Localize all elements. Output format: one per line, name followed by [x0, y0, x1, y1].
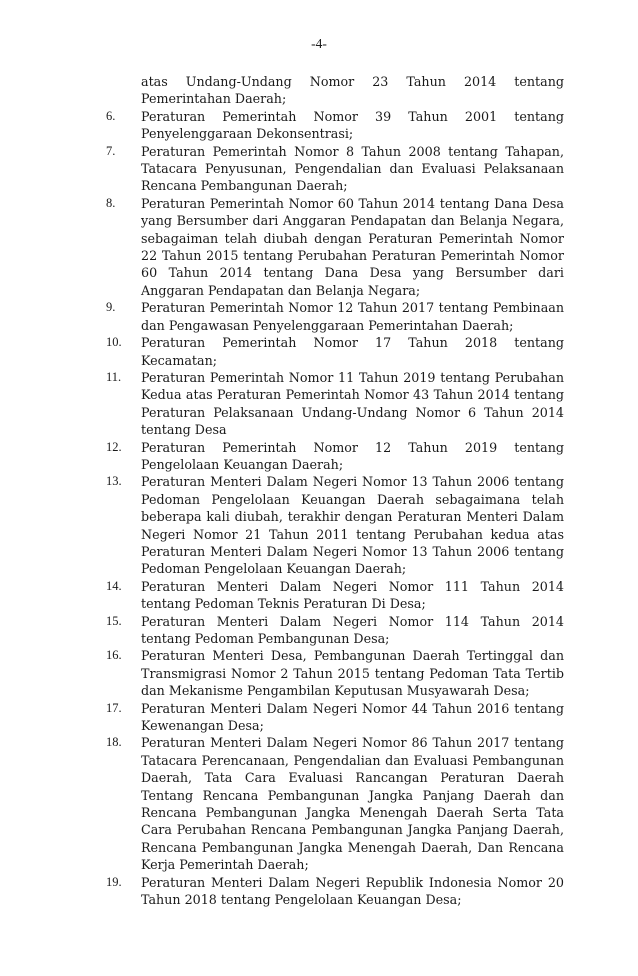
list-item [106, 439, 564, 474]
item-text: Peraturan Menteri Dalam Negeri Nomor 13 Tahun 2006 tentang Pedoman Pengelolaan Keuangan Daerah sebagaimana telah beberapa kali diubah, terakhir dengan Peraturan Menteri Dalam Negeri Nomor 21 Tahun 2011 tentang Perubahan kedua atas Peraturan Menteri Dalam Negeri Nomor 13 Tahun 2006 tentang Pedoman Pengelolaan Keuangan Daerah; [141, 474, 564, 577]
list-item [106, 334, 564, 369]
item-number: 15. [106, 613, 122, 628]
item-text: Peraturan Pemerintah Nomor 39 Tahun 2001 tentang Penyelenggaraan Dekonsentrasi; [141, 108, 564, 142]
item-number: 9. [106, 300, 116, 315]
item-number: 18. [106, 735, 122, 750]
item-number: 13. [106, 474, 122, 489]
page-number: -4- [311, 36, 327, 51]
list-item [106, 369, 564, 439]
item-number: 10. [106, 335, 122, 350]
item-number: 12. [106, 439, 122, 454]
item-text: Peraturan Pemerintah Nomor 17 Tahun 2018 tentang Kecamatan; [141, 335, 564, 368]
list-item [106, 700, 564, 735]
item-number: 19. [106, 874, 122, 889]
item-number: 11. [106, 369, 122, 384]
item-number: 8. [106, 195, 116, 210]
list-item [106, 734, 564, 873]
list-item [106, 143, 564, 195]
list-item [106, 195, 564, 299]
item-text: Peraturan Menteri Desa, Pembangunan Daerah Tertinggal dan Transmigrasi Nomor 2 Tahun 2015 tentang Pedoman Tata Tertib dan Mekanisme Pengambilan Keputusan Musyawarah Desa; [141, 648, 564, 699]
item-text: Peraturan Menteri Dalam Negeri Nomor 86 Tahun 2017 tentang Tatacara Perencanaan, Pengendalian dan Evaluasi Pembangunan Daerah, Tata Cara Evaluasi Rancangan Peraturan Daerah Tentang Rencana Pembangunan Jangka Panjang Daerah dan Rencana Pembangunan Jangka Menengah Daerah Serta Tata Cara Perubahan Rencana Pembangunan Jangka Panjang Daerah, Rencana Pembangunan Jangka Menengah Daerah, Dan Rencana Kerja Pemerintah Daerah; [141, 735, 564, 873]
list-item [106, 108, 564, 143]
item-text: Peraturan Pemerintah Nomor 11 Tahun 2019 tentang Perubahan Kedua atas Peraturan Pemerintah Nomor 43 Tahun 2014 tentang Peraturan Pelaksanaan Undang-Undang Nomor 6 Tahun 2014 tentang Desa [141, 369, 564, 438]
item-text: Peraturan Pemerintah Nomor 12 Tahun 2019 tentang Pengelolaan Keuangan Daerah; [141, 439, 564, 472]
item-text: Peraturan Pemerintah Nomor 12 Tahun 2017 tentang Pembinaan dan Pengawasan Penyelenggaraan Pemerintahan Daerah; [141, 300, 564, 333]
item-number: 6. [106, 108, 116, 123]
list-item [106, 578, 564, 613]
regulation-list [106, 73, 564, 909]
item-number: 16. [106, 648, 122, 663]
item-number: 7. [106, 143, 116, 158]
list-item [106, 473, 564, 577]
list-item [106, 613, 564, 648]
list-item [106, 299, 564, 334]
item-text: Peraturan Menteri Dalam Negeri Republik Indonesia Nomor 20 Tahun 2018 tentang Pengelolaan Keuangan Desa; [141, 874, 564, 908]
item-text: Peraturan Pemerintah Nomor 60 Tahun 2014 tentang Dana Desa yang Bersumber dari Anggaran Pendapatan dan Belanja Negara, sebagaiman telah diubah dengan Peraturan Pemerintah Nomor 22 Tahun 2015 tentang Perubahan Peraturan Pemerintah Nomor 60 Tahun 2014 tentang Dana Desa yang Bersumber dari Anggaran Pendapatan dan Belanja Negara; [141, 195, 564, 298]
item-number: 14. [106, 578, 122, 593]
continuation-text: atas Undang-Undang Nomor 23 Tahun 2014 tentang Pemerintahan Daerah; [141, 74, 564, 107]
item-text: Peraturan Pemerintah Nomor 8 Tahun 2008 tentang Tahapan, Tatacara Penyusunan, Pengendalian dan Evaluasi Pelaksanaan Rencana Pembangunan Daerah; [141, 143, 564, 194]
list-item [106, 874, 564, 909]
list-item [106, 647, 564, 699]
item-number: 17. [106, 700, 122, 715]
item-text: Peraturan Menteri Dalam Negeri Nomor 114 Tahun 2014 tentang Pedoman Pembangunan Desa; [141, 613, 564, 646]
item-text: Peraturan Menteri Dalam Negeri Nomor 44 Tahun 2016 tentang Kewenangan Desa; [141, 700, 564, 734]
item-text: Peraturan Menteri Dalam Negeri Nomor 111 Tahun 2014 tentang Pedoman Teknis Peraturan Di Desa; [141, 578, 564, 612]
